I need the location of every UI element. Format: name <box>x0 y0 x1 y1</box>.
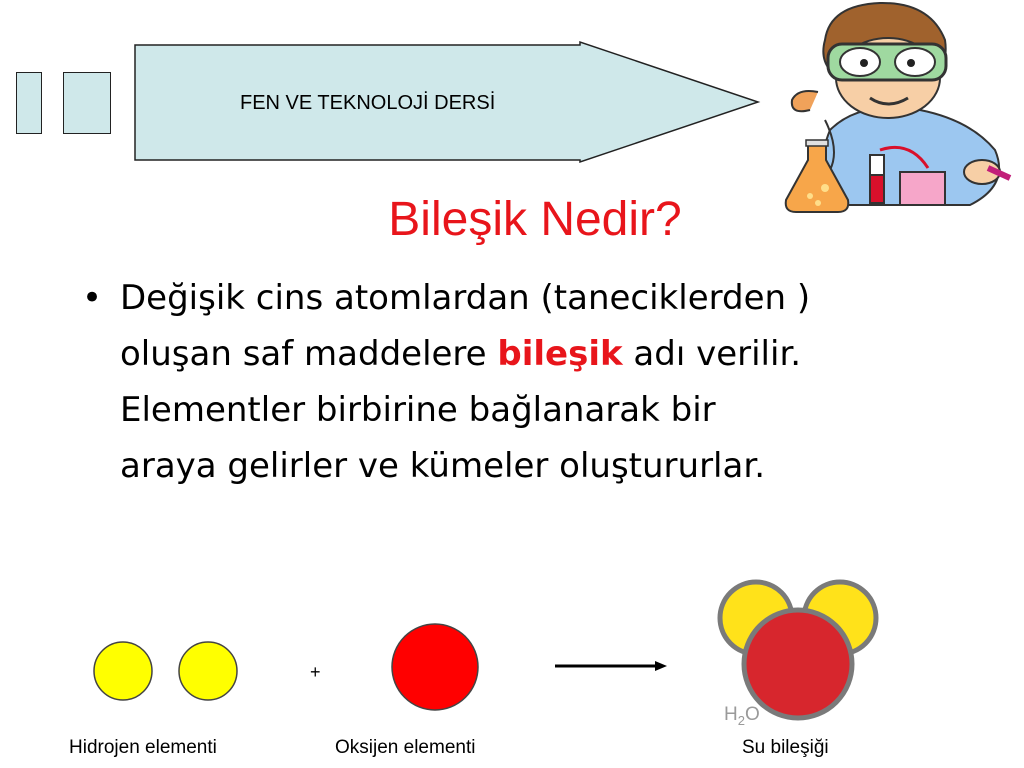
bullet-line-4: araya gelirler ve kümeler oluştururlar. <box>120 446 766 486</box>
hydrogen-atoms <box>90 638 245 708</box>
oxygen-atom <box>390 622 482 714</box>
hydrogen-atom-2 <box>179 642 237 700</box>
keyword-bilesik: bileşik <box>497 334 623 374</box>
plus-sign: + <box>310 662 321 682</box>
hydrogen-atom-1 <box>94 642 152 700</box>
caption-hydrogen: Hidrojen elementi <box>69 737 217 758</box>
header-banner-text: FEN VE TEKNOLOJİ DERSİ <box>240 92 496 114</box>
bullet-line-3: Elementler birbirine bağlanarak bir <box>120 390 716 430</box>
bullet-line-1: Değişik cins atomlardan (taneciklerden ) <box>120 278 811 318</box>
water-formula-h: H <box>724 704 738 725</box>
scientist-clipart-icon <box>770 0 1024 215</box>
water-formula <box>724 704 760 728</box>
water-formula-o: O <box>744 704 760 725</box>
reaction-arrow-icon <box>555 658 670 678</box>
bullet-line-2-end: adı verilir. <box>622 334 802 374</box>
bullet-line-2-start: oluşan saf maddelere <box>120 334 498 374</box>
water-oxygen <box>744 610 852 718</box>
caption-water: Su bileşiği <box>742 737 829 758</box>
caption-oxygen: Oksijen elementi <box>335 737 476 758</box>
bullet-text <box>120 270 990 494</box>
header-deco-block-2 <box>63 72 111 134</box>
bullet-marker: • <box>82 278 103 318</box>
bullet-line-2 <box>120 326 990 382</box>
slide-title: Bileşik Nedir? <box>388 193 682 246</box>
water-formula-subscript: 2 <box>737 712 745 728</box>
header-deco-block-1 <box>16 72 42 134</box>
